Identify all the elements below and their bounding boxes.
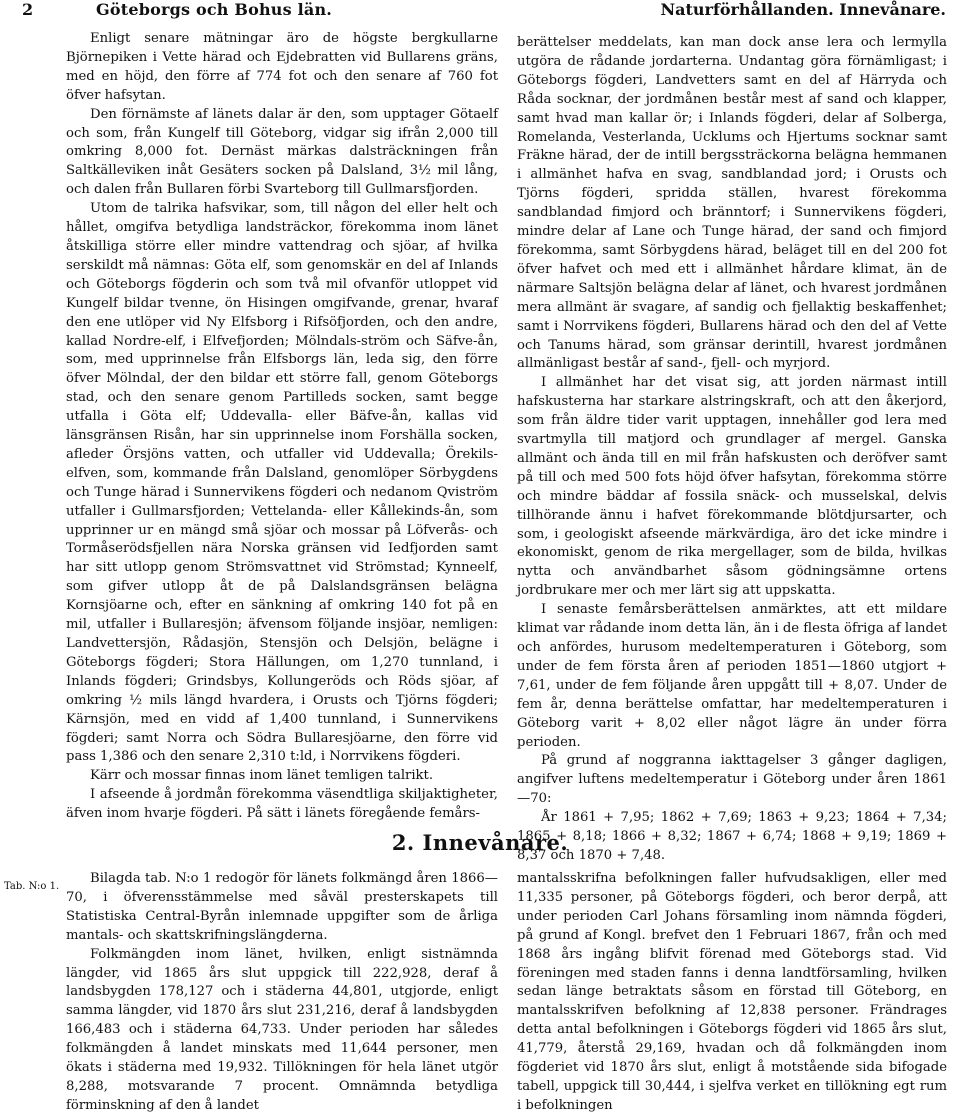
- paragraph: På grund af noggranna iakttagelser 3 gånger dagligen, angifver luftens medeltemperatur i Göteborg under åren 1861—70:: [517, 753, 947, 807]
- paragraph: Den förnämste af länets dalar är den, som upptager Götaelf och som, från Kungelf till Göteborg, vidgar sig ifrån 2,000 till omkring 8,000 fot. Dernäst märkas dalsträckningen från Saltkälleviken inåt Gesäters socken på Dalsland, 3½ mil lång, och dalen från Bullaren förbi Svarteborg till Gullmarsfjorden.: [66, 106, 498, 198]
- paragraph: År 1861 + 7,95; 1862 + 7,69; 1863 + 9,23; 1864 + 7,34; 1865 + 8,18; 1866 + 8,32; 1867 + 6,74; 1868 + 9,19; 1869 + 8,37 och 1870 + 7,48.: [517, 810, 947, 863]
- paragraph: mantalsskrifna befolkningen faller hufvudsakligen, eller med 11,335 personer, på Göteborgs fögderi, och beror derpå, att under perioden Carl Johans församling inom nämnda fögderi, på grund af Kongl. brefvet den 1 Februari 1867, från och med 1868 års ingång blifvit förenad med Göteborgs stad. Vid föreningen med staden fanns i denna landtförsamling, hvilken sedan länge betraktats såsom en förstad till Göteborg, en mantalsskrifven befolkning af 12,838 personer. Frändrages detta antal befolkningen i Göteborgs fögderi vid 1865 års slut, 41,779, återstå 29,169, hvadan och då folkmängden inom fögderiet vid 1870 års slut, enligt å motstående sida bifogade tabell, uppgick till 30,444, i sjelfva verket en tillökning egt rum i befolkningen: [517, 871, 947, 1113]
- left-column: [66, 30, 498, 824]
- paragraph: I allmänhet har det visat sig, att jorden närmast intill hafskusterna har starkare alstringskraft, och att den åkerjord, som från äldre tider varit upptagen, innehåller god lera med svartmylla till matjord och grundlager af mergel. Ganska allmänt och ända till en mil från hafskusten och deröfver samt på till och med 500 fots höjd öfver hafsytan, förekomma större och mindre bäddar af fossila snäck- och musselskal, delvis tillhörande ännu i hafvet förekommande blötdjursarter, och som, i geologiskt afseende märkvärdiga, äro det icke mindre i ekonomiskt, genom de rika mergellager, som de bilda, hvilkas nytta och användbarhet såsom gödningsämne ortens jordbrukare mer och mer lärt sig att uppskatta.: [517, 375, 947, 599]
- paragraph: Enligt senare mätningar äro de högste bergkullarne Björnepiken i Vette härad och Ejdebratten vid Bullarens gräns, med en höjd, den förre af 774 fot och den senare af 760 fot öfver hafsytan.: [66, 31, 498, 103]
- paragraph: I afseende å jordmån förekomma väsendtliga skiljaktigheter, äfven inom hvarje fögderi. På sätt i länets föregående femårs-: [66, 787, 498, 822]
- right-column-lower: [517, 870, 947, 1116]
- running-title-right: Naturförhållanden. Innevånare.: [660, 0, 946, 19]
- running-title-left: Göteborgs och Bohus län.: [96, 0, 333, 19]
- right-column: [517, 34, 947, 866]
- paragraph: Kärr och mossar finnas inom länet temligen talrikt.: [90, 768, 434, 784]
- section-heading: 2. Innevånare.: [391, 830, 569, 855]
- page-header: [22, 0, 948, 22]
- paragraph: Folkmängden inom länet, hvilken, enligt sistnämnda längder, vid 1865 års slut uppgick till 222,928, deraf å landsbygden 178,127 och i städerna 44,801, utgjorde, enligt samma längder, vid 1870 års slut 231,216, deraf å landsbygden 166,483 och i städerna 64,733. Under perioden har således folkmängden å landet minskats med 11,644 personer, men ökats i städerna med 19,932. Tillökningen för hela länet utgör 8,288, motsvarande 7 procent. Omnämnda betydliga förminskning af den å landet: [66, 946, 498, 1113]
- paragraph: Bilagda tab. N:o 1 redogör för länets folkmängd åren 1866—70, i öfverensstämmelse med såväl presterskapets till Statistiska Central-Byrån inlemnade uppgifter som de årliga mantals- och skattskrifningslängderna.: [66, 871, 498, 943]
- paragraph: Utom de talrika hafsvikar, som, till någon del eller helt och hållet, omgifva betydliga landsträckor, förekomma inom länet åtskilliga större eller mindre vattendrag och sjöar, af hvilka serskildt må nämnas: Göta elf, som genomskär en del af Inlands och Göteborgs fögderin och som två mil ofvanför utloppet vid Kungelf bildar tvenne, ön Hisingen omgifvande, grenar, hvaraf den ene utlöper vid Ny Elfsborg i Rifsöfjorden, och den andre, kallad Nordre-elf, i Elfvefjorden; Mölndals-ström och Säfve-ån, som, med upprinnelse från Elfsborgs län, leda sig, den förre öfver Mölndal, der den bildar ett större fall, genom Göteborgs stad, och den senare genom Partilleds socken, samt begge utfalla i Göta elf; Uddevalla- eller Bäfve-ån, kallas vid länsgränsen Risån, har sin upprinnelse inom Forshälla socken, afleder Örsjöns vatten, och utfaller vid Uddevalla; Örekils-elfven, som, kommande från Dalsland, genomlöper Sörbygdens och Tunge härad i Sunnervikens fögderi och nedanom Qviström utfaller i Gullmarsfjorden; Vettelanda- eller Kållekinds-ån, som upprinner ur en mängd små sjöar och mossar på Löfverås- och Tormåserödsfjellen nära Norska gränsen vid Iedfjorden samt har sitt utlopp genom Strömsvattnet vid Strömstad; Kynneelf, som gifver utlopp åt de på Dalslandsgränsen belägna Kornsjöarne och, efter en sänkning af omkring 140 fot på en mil, utfaller i Bullaresjön; äfvensom följande insjöar, nemligen: Landvettersjön, Rådasjön, Stensjön och Delsjön, belägne i Göteborgs fögderi; Stora Hällungen, om 1,270 tunnland, i Inlands fögderi; Grindsbys, Kollungeröds och Röds sjöar, af omkring ½ mils längd hvardera, i Orusts och Tjörns fögderi; Kärnsjön, med en vidd af 1,400 tunnland, i Sunnervikens fögderi; samt Norra och Södra Bullaresjöarne, den förre vid pass 1,386 och den senare 2,310 t:ld, i Norrvikens fögderi.: [66, 201, 498, 765]
- paragraph: berättelser meddelats, kan man dock anse lera och lermylla utgöra de rådande jordarterna. Undantag göra förnämligast; i Göteborgs fögderi, Landvetters samt en del af Härryda och Råda socknar, der jordmånen består mest af sand och klapper, samt hvad man kallar ör; i Inlands fögderi, delar af Solberga, Romelanda, Vesterlanda, Ucklums och Hjertums socknar samt Fräkne härad, der de intill bergssträckorna belägna hemmanen i allmänhet hafva en svag, sandblandad jord; i Orusts och Tjörns fögderi, spridda ställen, hvarest förekomma sandblandad fimjord och bränntorf; i Sunnervikens fögderi, mindre delar af Lane och Tunge härad, der sand och fimjord förekomma, samt Sörbygdens härad, beläget till en del 200 fot öfver hafvet och med ett i allmänhet hårdare klimat, än de närmare Saltsjön belägna delar af länet, och hvarest jordmånen mera allmänt är svagare, af sandig och fjellaktig beskaffenhet; samt i Norrvikens fögderi, Bullarens härad och den del af Vette och Tanums härad, som gränsar derintill, hvarest jordmånen allmänligast består af sand-, fjell- och myrjord.: [517, 35, 947, 372]
- margin-note: Tab. N:o 1.: [4, 881, 60, 892]
- paragraph: I senaste femårsberättelsen anmärktes, att ett mildare klimat var rådande inom detta län, än i de flesta öfriga af landet och anfördes, hurusom medeltemperaturen i Göteborg, som under de fem första åren af perioden 1851—1860 utgjort + 7,61, under de fem följande åren uppgått till + 8,07. Under de fem år, denna berättelse omfattar, har medeltemperaturen i Göteborg varit + 8,02 eller något lägre än under förra perioden.: [517, 602, 947, 750]
- page-number: 2: [22, 0, 34, 19]
- left-column-lower: [66, 870, 498, 1116]
